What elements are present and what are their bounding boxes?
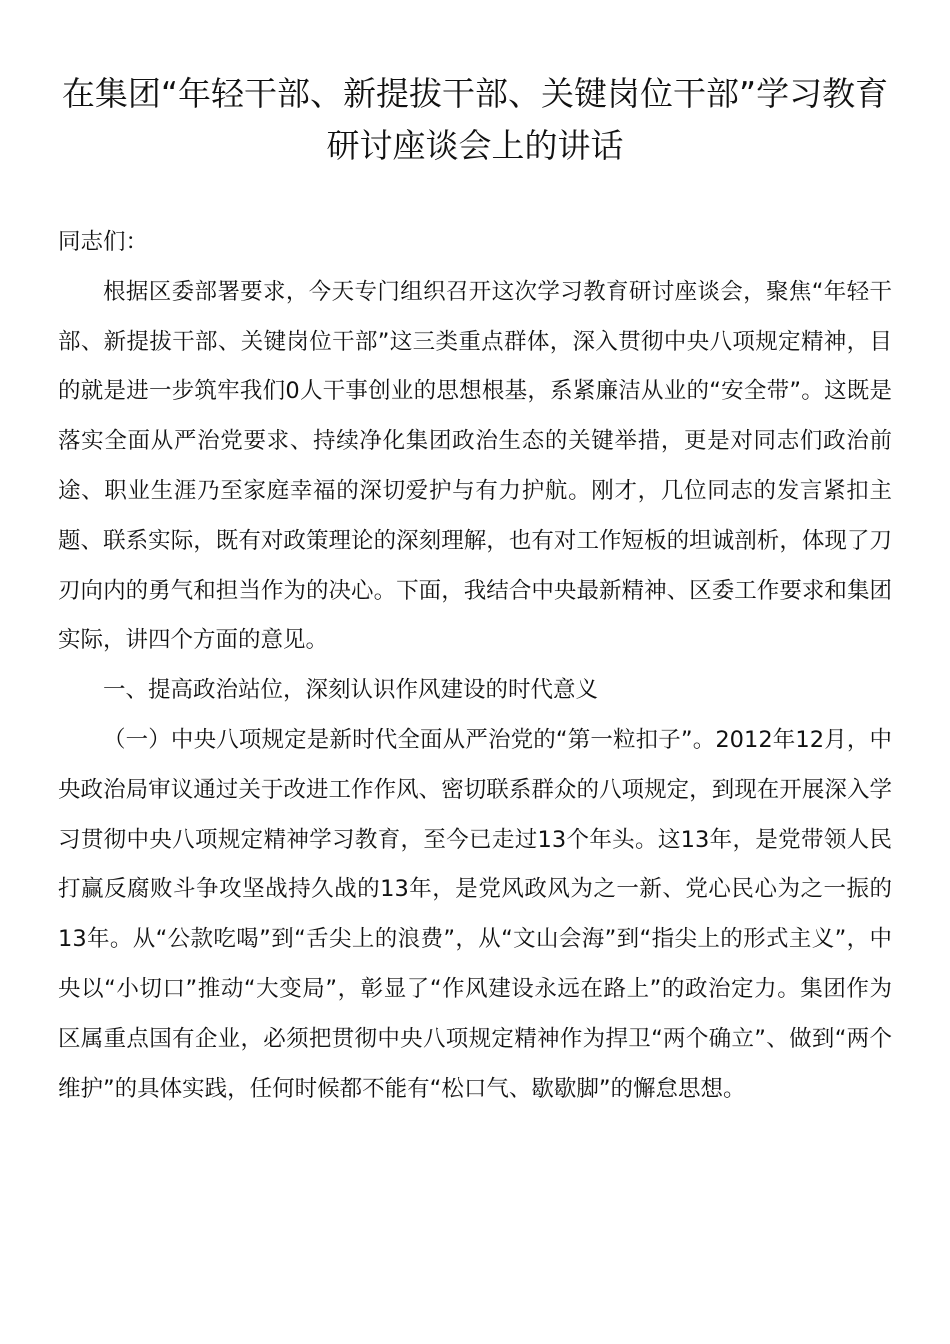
document-title: 在集团“年轻干部、新提拔干部、关键岗位干部”学习教育研讨座谈会上的讲话 (61, 74, 889, 165)
paragraph-intro: 根据区委部署要求，今天专门组织召开这次学习教育研讨座谈会，聚焦“年轻干部、新提拔干部、关键岗位干部”这三类重点群体，深入贯彻中央八项规定精神，目的就是进一步筑牢我们0人干事创业的思想根基，系紧廉洁从业的“安全带”。这既是落实全面从严治党要求、持续净化集团政治生态的关键举措，更是对同志们政治前途、职业生涯乃至家庭幸福的深切爱护与有力护航。刚才，几位同志的发言紧扣主题、联系实际，既有对政策理论的深刻理解，也有对工作短板的坦诚剖析，体现了刀刃向内的勇气和担当作为的决心。下面，我结合中央最新精神、区委工作要求和集团实际，讲四个方面的意见。 (58, 278, 892, 654)
salutation: 同志们： (58, 229, 149, 255)
section-heading-1: 一、提高政治站位，深刻认识作风建设的时代意义 (103, 677, 599, 704)
document-body (58, 218, 892, 1114)
paragraph-section-1-1: （一）中央八项规定是新时代全面从严治党的“第一粒扣子”。2012年12月，中央政治局审议通过关于改进工作作风、密切联系群众的八项规定，到现在开展深入学习贯彻中央八项规定精神学习教育，至今已走过13个年头。这13年，是党带领人民打赢反腐败斗争攻坚战持久战的13年，是党风政风为之一新、党心民心为之一振的13年。从“公款吃喝”到“舌尖上的浪费”，从“文山会海”到“指尖上的形式主义”，中央以“小切口”推动“大变局”，彰显了“作风建设永远在路上”的政治定力。集团作为区属重点国有企业，必须把贯彻中央八项规定精神作为捍卫“两个确立”、做到“两个维护”的具体实践，任何时候都不能有“松口气、歇歇脚”的懈怠思想。 (58, 726, 892, 1102)
